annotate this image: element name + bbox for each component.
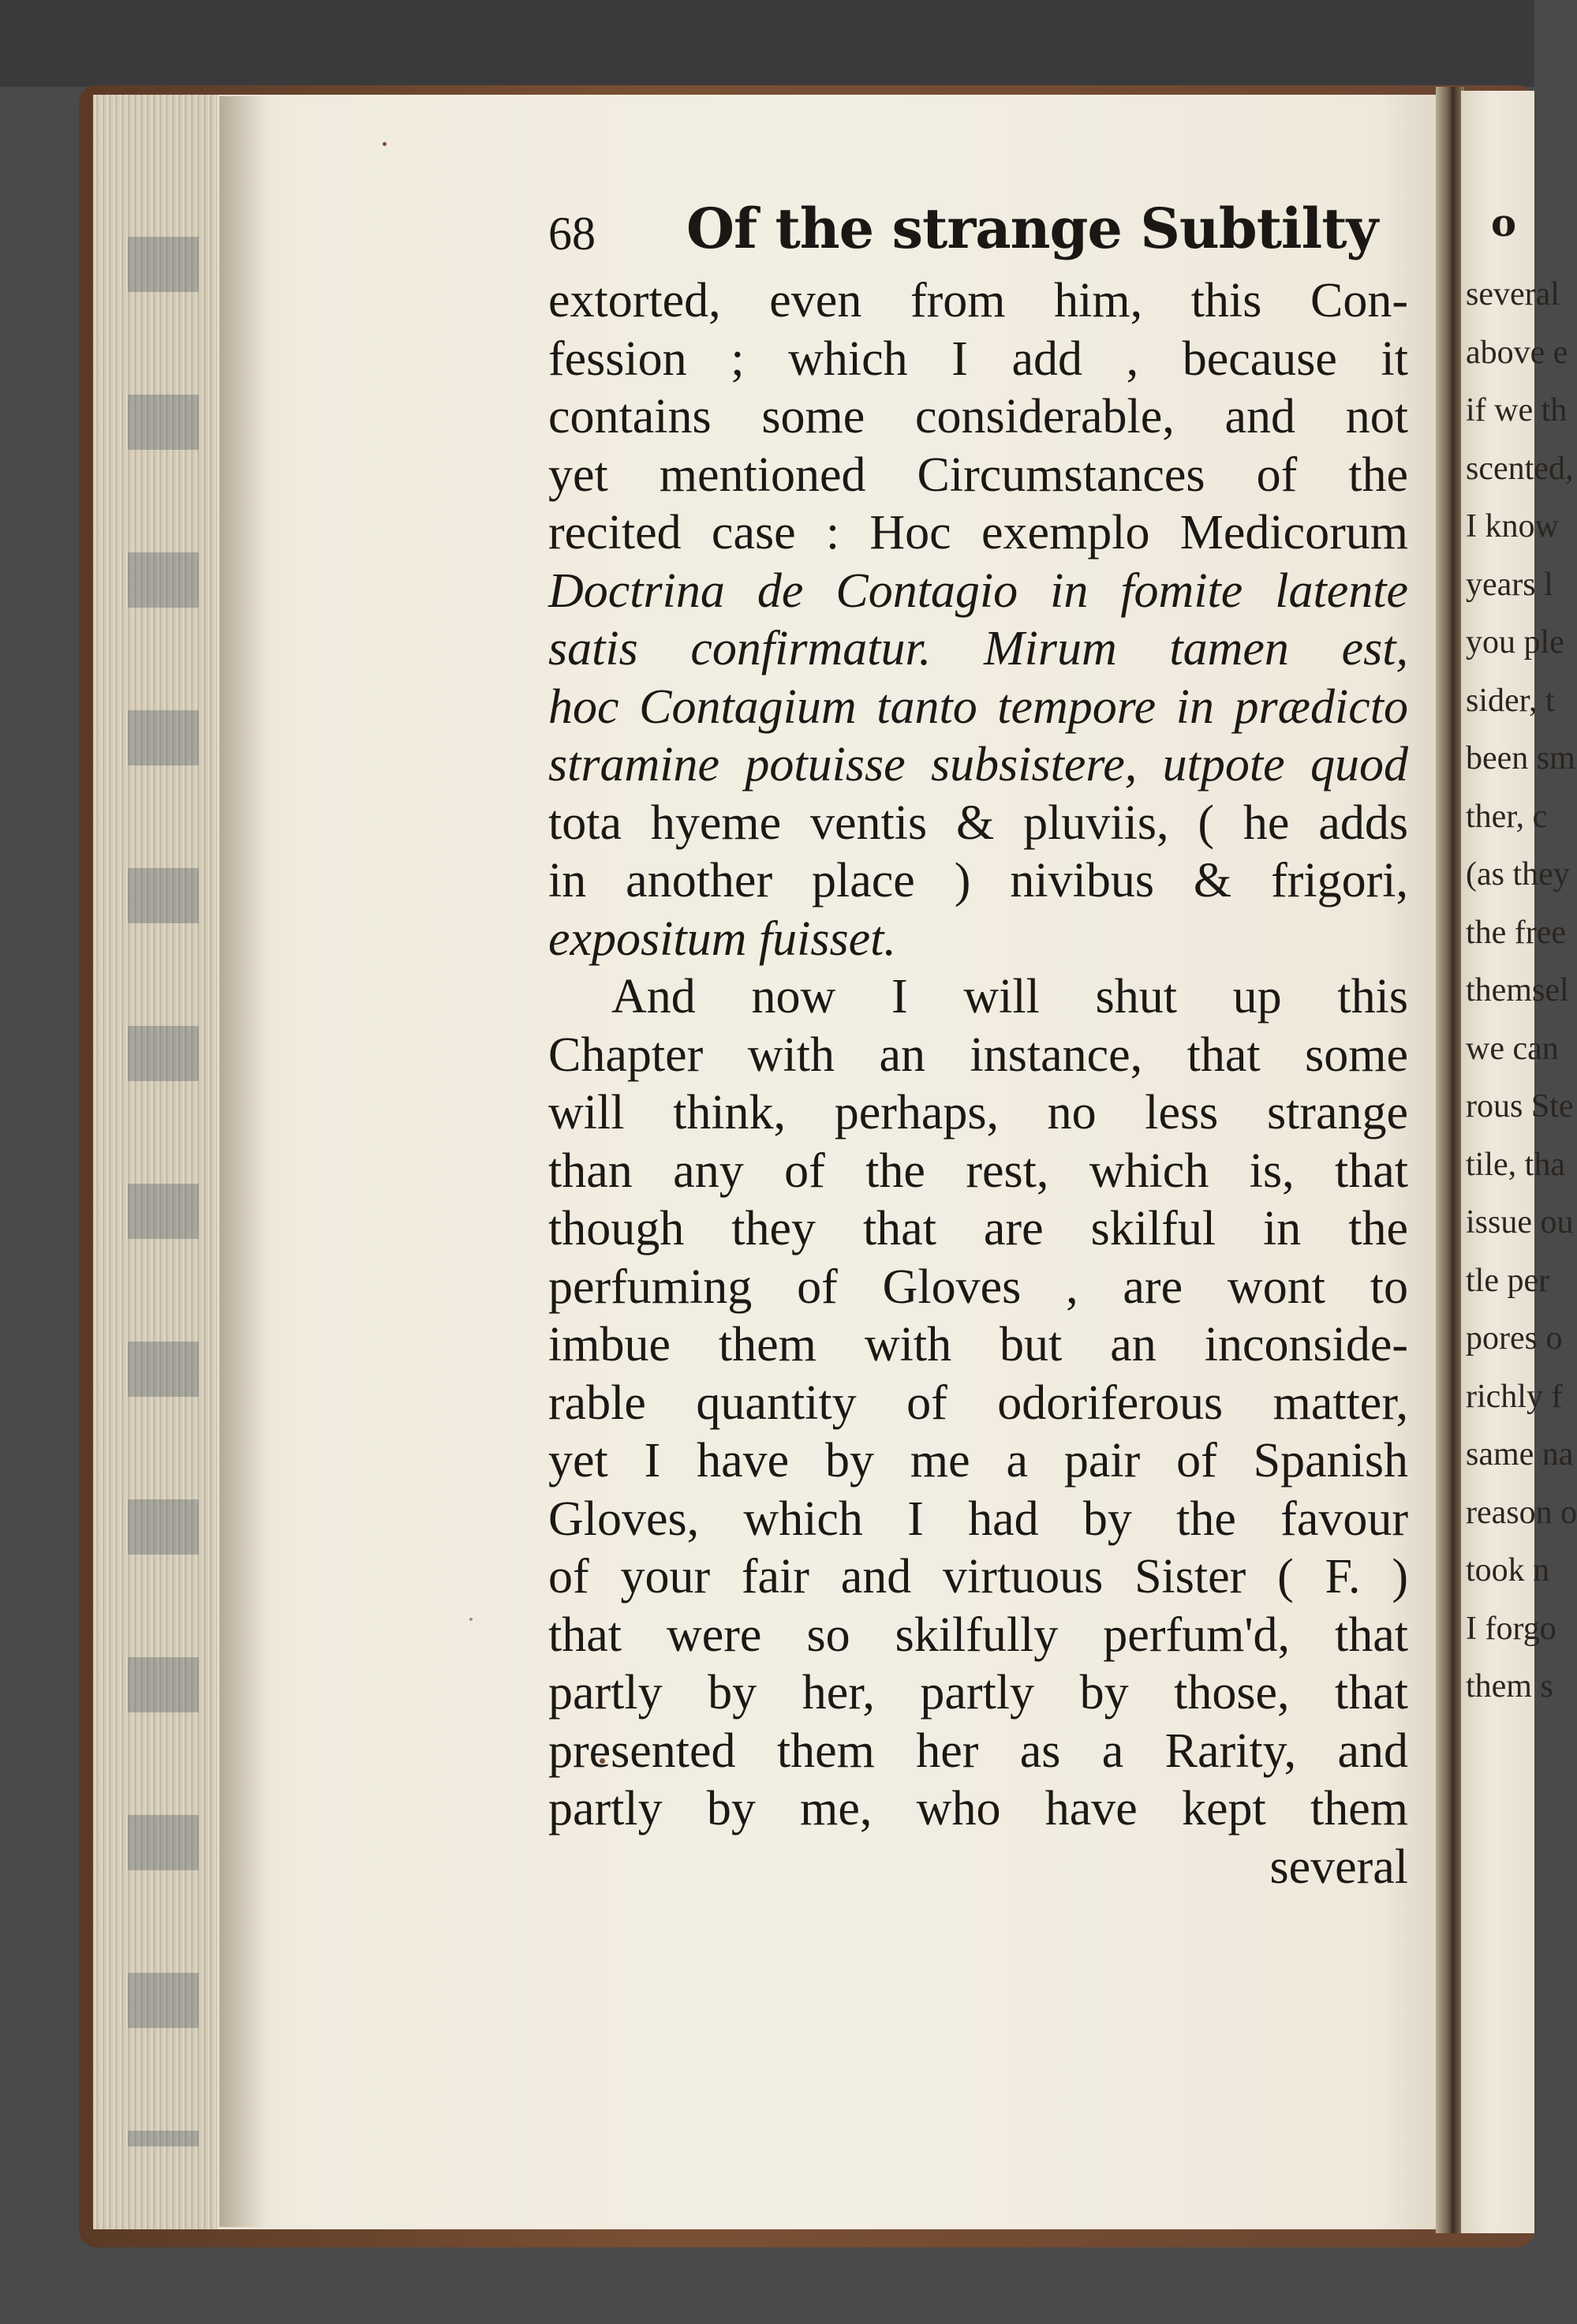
text-line: hoc Contagium tanto tempore in prædicto (548, 679, 1408, 734)
facing-page-line: richly f (1466, 1378, 1563, 1415)
facing-page-line: (as they (1466, 856, 1570, 893)
facing-page-line: tile, tha (1466, 1146, 1565, 1183)
facing-page (1461, 91, 1577, 2233)
text-line: expositum fuisset. (548, 911, 896, 966)
text-line: contains some considerable, and not (548, 390, 1408, 443)
text-line: And now I will shut up this (611, 970, 1408, 1024)
facing-page-line: years l (1466, 566, 1553, 603)
page-number: 68 (548, 208, 596, 260)
book-gutter (1436, 87, 1464, 2233)
text-line: though they that are skilful in the (548, 1202, 1408, 1256)
paper-speck (383, 142, 387, 146)
facing-page-line: above e (1466, 334, 1568, 371)
text-line: in another place ) nivibus & frigori, (548, 854, 1408, 908)
text-line: partly by her, partly by those, that (548, 1666, 1408, 1720)
text-line: fession ; which I add , because it (548, 331, 1408, 386)
facing-page-line: I know (1466, 508, 1559, 545)
facing-page-line: been sm (1466, 740, 1575, 777)
text-line: presented them her as a Rarity, and (548, 1723, 1408, 1778)
facing-page-line: sider, t (1466, 682, 1555, 719)
text-line: than any of the rest, which is, that (548, 1143, 1408, 1198)
text-line: extorted, even from him, this Con- (548, 274, 1408, 327)
background-surface (0, 0, 1534, 87)
text-line: that were so skilfully perfum'd, that (548, 1607, 1408, 1662)
text-line: Gloves, which I had by the favour (548, 1491, 1408, 1546)
text-line: Doctrina de Contagio in fomite latente (548, 563, 1408, 618)
page-shadow (219, 96, 267, 2227)
text-line: stramine potuisse subsistere, utpote quod (548, 738, 1408, 792)
facing-page-line: them s (1466, 1668, 1553, 1705)
paper-speck (469, 1618, 473, 1621)
text-line: recited case : Hoc exemplo Medicorum (548, 506, 1408, 559)
facing-page-line: we can (1466, 1030, 1559, 1067)
text-line: tota hyeme ventis & pluviis, ( he adds (548, 795, 1408, 850)
text-line: imbue them with but an inconside- (548, 1318, 1408, 1372)
running-head: Of the strange Subtilty (686, 196, 1378, 261)
facing-page-line: took n (1466, 1552, 1550, 1589)
facing-page-line: you ple (1466, 624, 1564, 661)
text-line: yet I have by me a pair of Spanish (548, 1434, 1408, 1488)
text-line: perfuming of Gloves , are wont to (548, 1259, 1408, 1314)
facing-page-line: themsel (1466, 972, 1569, 1009)
catchword: several (1269, 1839, 1408, 1894)
facing-page-line: pores o (1466, 1320, 1563, 1357)
page-edge-stains (128, 237, 199, 2146)
text-line: yet mentioned Circumstances of the (548, 447, 1408, 502)
facing-page-line: tle per (1466, 1262, 1550, 1299)
body-text (548, 272, 1408, 1896)
facing-page-line: ther, c (1466, 798, 1548, 835)
text-line: will think, perhaps, no less strange (548, 1086, 1408, 1140)
facing-page-line: issue ou (1466, 1204, 1574, 1241)
text-line: of your fair and virtuous Sister ( F. ) (548, 1550, 1408, 1604)
facing-page-line: rous Ste (1466, 1088, 1574, 1125)
page-header (548, 196, 1408, 267)
facing-page-line: several (1466, 276, 1560, 312)
text-line: satis confirmatur. Mirum tamen est, (548, 622, 1408, 675)
text-line: Chapter with an instance, that some (548, 1027, 1408, 1082)
text-line: rable quantity of odoriferous matter, (548, 1375, 1408, 1430)
facing-page-line: I forgo (1466, 1610, 1556, 1647)
facing-page-header: o (1491, 201, 1517, 245)
text-line: partly by me, who have kept them (548, 1782, 1408, 1836)
facing-page-line: same na (1466, 1436, 1574, 1473)
facing-page-line: scented, (1466, 450, 1574, 487)
facing-page-line: if we th (1466, 392, 1568, 428)
facing-page-line: the free (1466, 914, 1567, 951)
facing-page-line: reason o (1466, 1494, 1577, 1531)
